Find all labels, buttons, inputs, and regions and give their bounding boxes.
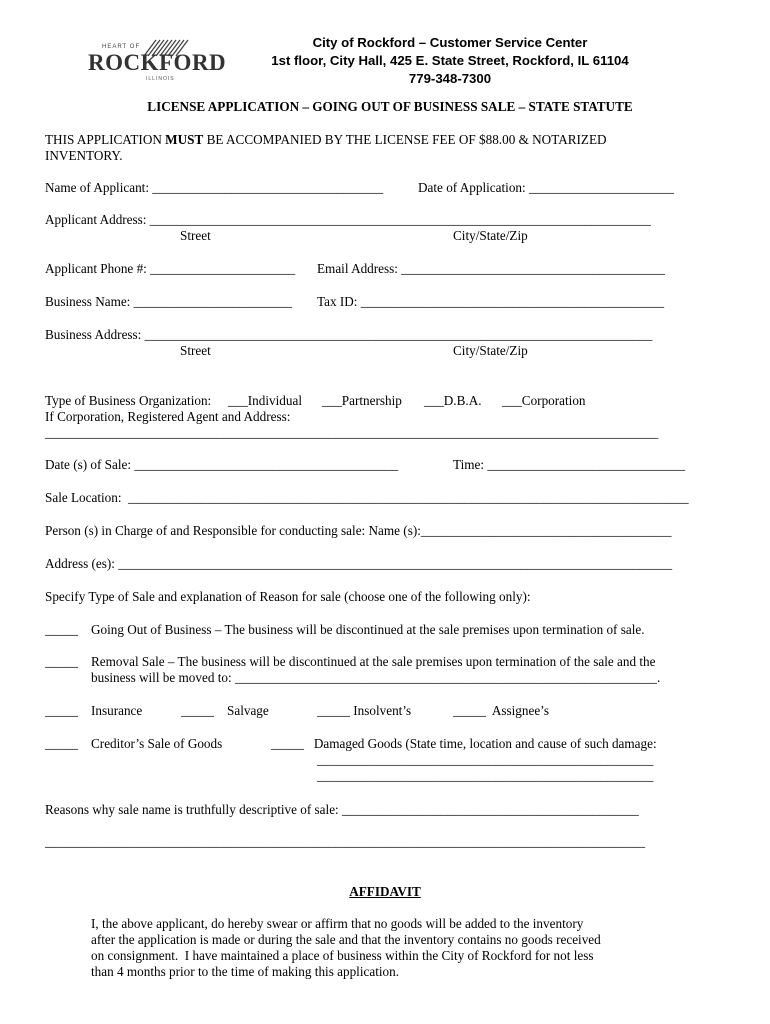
intro-must: MUST bbox=[165, 132, 204, 147]
applicant-address-field[interactable]: Applicant Address: ____________________________________________________________________________ bbox=[45, 212, 651, 227]
registered-agent-label: If Corporation, Registered Agent and Address: bbox=[45, 409, 291, 424]
affidavit-line-2: after the application is made or during the sale and that the inventory contains no goods received bbox=[91, 932, 601, 947]
logo-wordmark: ROCKFORD bbox=[88, 50, 227, 75]
damaged-goods-option[interactable]: _____ Damaged Goods (State time, location and cause of such damage: bbox=[271, 736, 657, 751]
logo-top-text: HEART OF bbox=[102, 44, 141, 50]
insurance-option: Insurance bbox=[91, 703, 143, 718]
salvage-option: Salvage bbox=[227, 703, 269, 718]
name-of-applicant-field[interactable]: Name of Applicant: ___________________________________ bbox=[45, 180, 384, 195]
reasons-field[interactable]: Reasons why sale name is truthfully descriptive of sale: _____________________________________________ bbox=[45, 802, 639, 817]
org-type-label: Type of Business Organization: bbox=[45, 393, 212, 408]
removal-sale-checkbox-blank[interactable]: _____ bbox=[45, 654, 78, 669]
header-line-2: 1st floor, City Hall, 425 E. State Street, Rockford, IL 61104 bbox=[271, 53, 629, 68]
street-label-2: Street bbox=[180, 343, 211, 358]
removal-sale-option: Removal Sale – The business will be discontinued at the sale premises upon termination of the sale and the bbox=[91, 654, 656, 669]
applicant-phone-field[interactable]: Applicant Phone #: ______________________ bbox=[45, 261, 296, 276]
org-dba-option[interactable]: ___D.B.A. bbox=[424, 393, 482, 408]
rockford-logo bbox=[86, 36, 227, 86]
org-individual-option[interactable]: ___Individual bbox=[228, 393, 302, 408]
dates-of-sale-field[interactable]: Date (s) of Sale: ________________________________________ bbox=[45, 457, 399, 472]
registered-agent-line[interactable]: _____________________________________________________________________________________________ bbox=[45, 425, 659, 440]
damaged-goods-line-2[interactable]: ___________________________________________________ bbox=[317, 768, 654, 783]
going-out-checkbox-blank[interactable]: _____ bbox=[45, 622, 78, 637]
date-of-application-field[interactable]: Date of Application: ______________________ bbox=[418, 180, 675, 195]
salvage-checkbox-blank[interactable]: _____ bbox=[181, 703, 214, 718]
org-corporation-option[interactable]: ___Corporation bbox=[502, 393, 586, 408]
addresses-field[interactable]: Address (es): ____________________________________________________________________________________ bbox=[45, 556, 673, 571]
intro-line-1 bbox=[45, 132, 607, 148]
business-address-field[interactable]: Business Address: _____________________________________________________________________________ bbox=[45, 327, 653, 342]
street-label: Street bbox=[180, 228, 211, 243]
time-field[interactable]: Time: ______________________________ bbox=[453, 457, 686, 472]
insurance-checkbox-blank[interactable]: _____ bbox=[45, 703, 78, 718]
going-out-of-business-option: Going Out of Business – The business will be discontinued at the sale premises upon termination of sale. bbox=[91, 622, 645, 637]
city-state-zip-label-2: City/State/Zip bbox=[453, 343, 528, 358]
damaged-goods-line-1[interactable]: ___________________________________________________ bbox=[317, 752, 654, 767]
affidavit-line-3: on consignment. I have maintained a place of business within the City of Rockford for not less bbox=[91, 948, 594, 963]
insolvent-option[interactable]: _____ Insolvent’s bbox=[317, 703, 412, 718]
page-title: LICENSE APPLICATION – GOING OUT OF BUSINESS SALE – STATE STATUTE bbox=[147, 99, 633, 114]
creditors-checkbox-blank[interactable]: _____ bbox=[45, 736, 78, 751]
affidavit-title: AFFIDAVIT bbox=[349, 884, 421, 899]
business-name-field[interactable]: Business Name: ________________________ bbox=[45, 294, 292, 309]
affidavit-line-4: than 4 months prior to the time of making this application. bbox=[91, 964, 400, 979]
sale-location-field[interactable]: Sale Location: _____________________________________________________________________________________ bbox=[45, 490, 689, 505]
affidavit-line-1: I, the above applicant, do hereby swear or affirm that no goods will be added to the inventory bbox=[91, 916, 584, 931]
intro-part-2: BE ACCOMPANIED BY THE LICENSE FEE OF $88.00 & NOTARIZED bbox=[203, 132, 607, 147]
city-state-zip-label: City/State/Zip bbox=[453, 228, 528, 243]
specify-type-label: Specify Type of Sale and explanation of Reason for sale (choose one of the following only): bbox=[45, 589, 531, 604]
tax-id-field[interactable]: Tax ID: ______________________________________________ bbox=[317, 294, 665, 309]
reasons-line[interactable]: ___________________________________________________________________________________________ bbox=[45, 834, 646, 849]
intro-line-2: INVENTORY. bbox=[45, 148, 123, 163]
person-in-charge-field[interactable]: Person (s) in Charge of and Responsible for conducting sale: Name (s):______________________________________ bbox=[45, 523, 672, 538]
creditors-sale-option: Creditor’s Sale of Goods bbox=[91, 736, 223, 751]
email-address-field[interactable]: Email Address: ________________________________________ bbox=[317, 261, 665, 276]
logo-sub-text: ILLINOIS bbox=[146, 76, 175, 82]
header-line-1: City of Rockford – Customer Service Center bbox=[312, 35, 588, 50]
removal-sale-moved-to-field[interactable]: business will be moved to: ________________________________________________________________. bbox=[91, 670, 661, 685]
intro-part-1: THIS APPLICATION bbox=[45, 132, 166, 147]
assignee-option[interactable]: _____ Assignee’s bbox=[453, 703, 549, 718]
header-phone: 779-348-7300 bbox=[408, 71, 492, 86]
org-partnership-option[interactable]: ___Partnership bbox=[322, 393, 402, 408]
